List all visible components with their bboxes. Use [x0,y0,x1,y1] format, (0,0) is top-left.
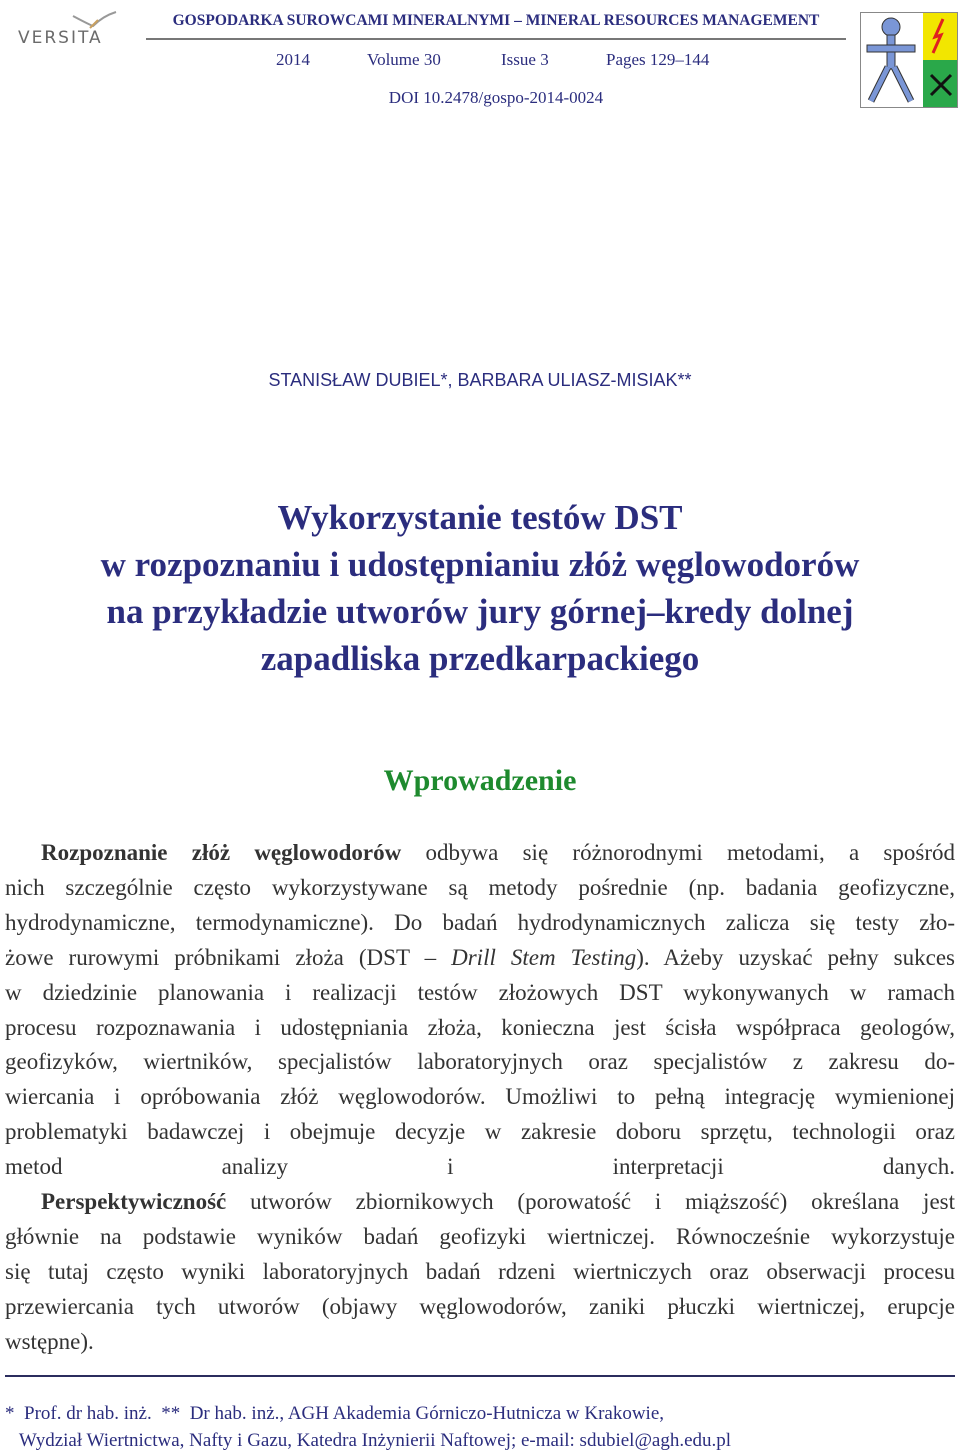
footnote-rule [5,1375,955,1377]
body-line [5,1150,955,1185]
text-run: głównie na podstawie wyników badań geofizyki wiertniczej. Równocześnie wykorzystuje [5,1223,955,1249]
body-line [5,1080,955,1115]
body-line [5,941,955,976]
body-line [5,906,955,941]
body-line [5,1011,955,1046]
year: 2014 [276,50,310,69]
authors: STANISŁAW DUBIEL*, BARBARA ULIASZ-MISIAK** [268,370,692,390]
title-line: w rozpoznaniu i udostępnianiu złóż węglowodorów [100,545,860,584]
body-line [5,1220,955,1255]
section-heading: Wprowadzenie [383,764,577,797]
text-run: odbywa się różnorodnymi metodami, a spośród [401,840,955,865]
versita-logo: VERSITA [18,10,118,50]
body-line [5,1045,955,1080]
text-run: przewiercania tych utworów (objawy węglowodorów, zaniki płuczki wiertniczej, erupcje [5,1293,955,1319]
body-line [5,871,955,906]
footnote-line: Wydział Wiertnictwa, Nafty i Gazu, Katedra Inżynierii Naftowej; e-mail: sdubiel@agh.edu.pl [5,1430,732,1451]
body-line [5,1255,955,1290]
body-text [5,836,955,1360]
text-run: ). Ażeby uzyskać pełny sukces [636,944,955,970]
text-run: Perspektywiczność [41,1189,227,1215]
text-run: Drill Stem Testing [451,944,637,970]
text-run: Rozpoznanie złóż węglowodorów [41,840,402,865]
body-line [5,1115,955,1150]
pages: Pages 129–144 [606,50,710,69]
footnote [5,1400,731,1454]
title-line: na przykładzie utworów jury górnej–kredy dolnej [106,592,854,631]
footnote-line: * Prof. dr hab. inż. ** Dr hab. inż., AGH Akademia Górniczo-Hutnicza w Krakowie, [5,1403,665,1424]
text-run: procesu rozpoznawania i udostępniania złoża, konieczna jest ścisła współpraca geologów, [5,1014,955,1040]
body-line [5,1325,955,1360]
body-line [5,836,955,871]
volume: Volume 30 [367,50,441,69]
body-line [5,1185,955,1220]
journal-logo [860,12,958,108]
journal-name: GOSPODARKA SUROWCAMI MINERALNYMI – MINERAL RESOURCES MANAGEMENT [172,12,820,29]
title-line: Wykorzystanie testów DST [277,498,683,537]
title-line: zapadliska przedkarpackiego [260,639,700,678]
body-line [5,1290,955,1325]
text-run: hydrodynamiczne, termodynamiczne). Do badań hydrodynamicznych zalicza się testy zło- [5,909,955,935]
text-run: żowe rurowymi próbnikami złoża (DST – [5,944,452,970]
text-run: metod analizy i interpretacji danych. [5,1154,955,1180]
text-run: utworów zbiornikowych (porowatość i miąższość) określana jest [226,1189,955,1215]
issue: Issue 3 [501,50,549,69]
text-run: geofizyków, wiertników, specjalistów laboratoryjnych oraz specjalistów z zakresu do- [5,1049,955,1075]
text-run: wstępne). [5,1328,94,1354]
body-line [5,976,955,1011]
article-title [0,494,960,682]
doi[interactable]: DOI 10.2478/gospo-2014-0024 [388,88,604,107]
text-run: nich szczególnie często wykorzystywane są metody pośrednie (np. badania geofizyczne, [5,874,955,900]
text-run: wiercania i opróbowania złóż węglowodorów. Umożliwi to pełną integrację wymienionej [5,1084,955,1110]
text-run: problematyki badawczej i obejmuje decyzje w zakresie doboru sprzętu, technologii oraz [5,1119,955,1145]
text-run: się tutaj często wyniki laboratoryjnych badań rdzeni wiertniczych oraz obserwacji procesu [5,1258,955,1284]
text-run: w dziedzinie planowania i realizacji testów złożowych DST wykonywanych w ramach [5,979,955,1005]
header-rule [146,38,846,40]
